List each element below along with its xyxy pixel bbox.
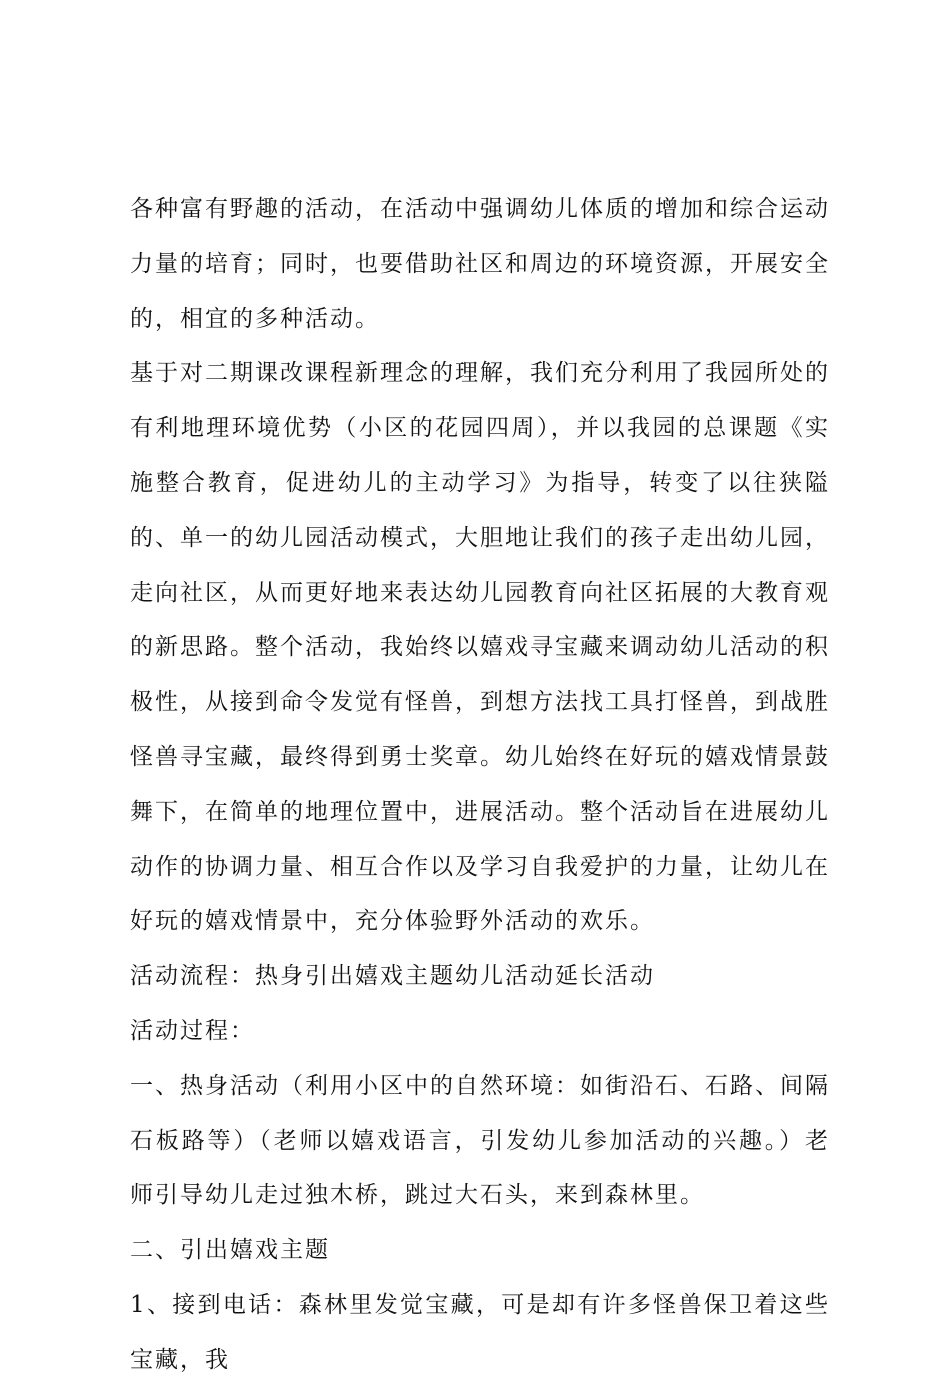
paragraph-warmup: 一、热身活动（利用小区中的自然环境：如街沿石、石路、间隔石板路等）（老师以嬉戏语言，引发幼儿参加活动的兴趣。）老师引导幼儿走过独木桥，跳过大石头，来到森林里。 (130, 1072, 830, 1209)
paragraph-intro-continued: 各种富有野趣的活动，在活动中强调幼儿体质的增加和综合运动力量的培育；同时，也要借助社区和周边的环境资源，开展安全的，相宜的多种活动。 (130, 196, 830, 332)
paragraph-phone-call: 1、接到电话：森林里发觉宝藏，可是却有许多怪兽保卫着这些宝藏，我 (130, 1291, 830, 1373)
paragraph-activity-flow: 活动流程：热身引出嬉戏主题幼儿活动延长活动 (130, 963, 655, 990)
paragraph-activity-process-heading: 活动过程： (130, 1017, 255, 1044)
paragraph-game-theme-heading: 二、引出嬉戏主题 (130, 1237, 330, 1264)
document-body (130, 182, 830, 1388)
paragraph-background: 基于对二期课改课程新理念的理解，我们充分利用了我园所处的有利地理环境优势（小区的花园四周），并以我园的总课题《实施整合教育，促进幼儿的主动学习》为指导，转变了以往狭隘的、单一的幼儿园活动模式，大胆地让我们的孩子走出幼儿园，走向社区，从而更好地来表达幼儿园教育向社区拓展的大教育观的新思路。整个活动，我始终以嬉戏寻宝藏来调动幼儿活动的积极性，从接到命令发觉有怪兽，到想方法找工具打怪兽，到战胜怪兽寻宝藏，最终得到勇士奖章。幼儿始终在好玩的嬉戏情景鼓舞下，在简单的地理位置中，进展活动。整个活动旨在进展幼儿动作的协调力量、相互合作以及学习自我爱护的力量，让幼儿在好玩的嬉戏情景中，充分体验野外活动的欢乐。 (130, 360, 830, 935)
